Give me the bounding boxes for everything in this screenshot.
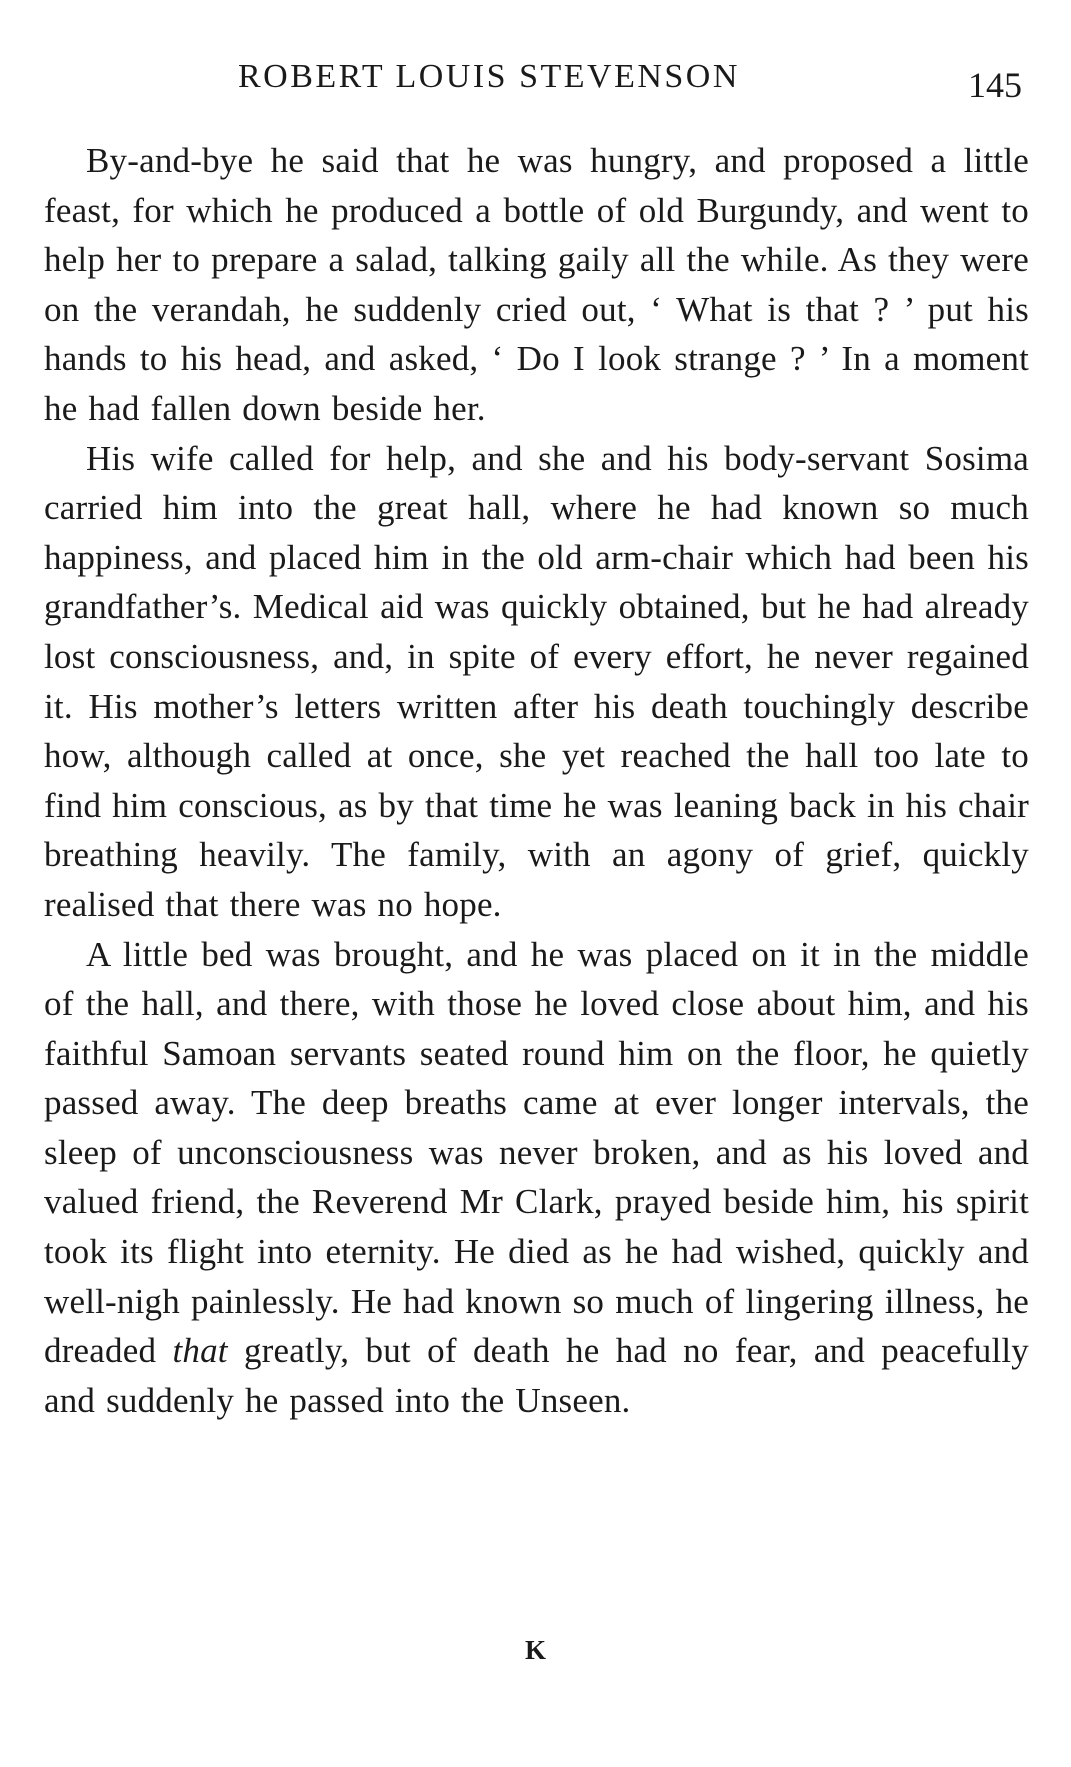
running-head	[0, 52, 1071, 105]
running-title: ROBERT LOUIS STEVENSON	[238, 58, 740, 95]
italic-word: that	[172, 1331, 228, 1371]
paragraph-3	[44, 930, 1029, 1426]
page-number: 145	[968, 65, 1022, 105]
body-text	[44, 136, 1029, 1425]
paragraph-1: By-and-bye he said that he was hungry, and proposed a little feast, for which he produced a bottle of old Burgundy, and went to help her to prepare a salad, talking gaily all the while. As they were on the verandah, he suddenly cried out, ‘ What is that ? ’ put his hands to his head, and asked, ‘ Do I look strange ? ’ In a moment he had fallen down beside her.	[44, 141, 1029, 428]
paragraph-3-text-after: greatly, but of death he had no fear, and peacefully and suddenly he passed into the Unseen.	[44, 1331, 1030, 1420]
paragraph-3-text-before: A little bed was brought, and he was placed on it in the middle of the hall, and there, with those he loved close about him, and his faithful Samoan servants seated round him on the floor, he quietly passed away. The deep breaths came at ever longer intervals, the sleep of unconsciousness was never broken, and as his loved and valued friend, the Reverend Mr Clark, prayed beside him, his spirit took its flight into eternity. He died as he had wished, quickly and well-nigh painlessly. He had known so much of lingering illness, he dreaded	[44, 934, 1029, 1371]
signature-mark: K	[524, 1635, 546, 1665]
paragraph-2: His wife called for help, and she and his body-servant Sosima carried him into the great hall, where he had known so much happiness, and placed him in the old arm-chair which had been his grandfather’s. Medical aid was quickly obtained, but he had already lost consciousness, and, in spite of every effort, he never regained it. His mother’s letters written after his death touchingly describe how, although called at once, she yet reached the hall too late to find him conscious, as by that time he was leaning back in his chair breathing heavily. The family, with an agony of grief, quickly realised that there was no hope.	[44, 438, 1029, 924]
